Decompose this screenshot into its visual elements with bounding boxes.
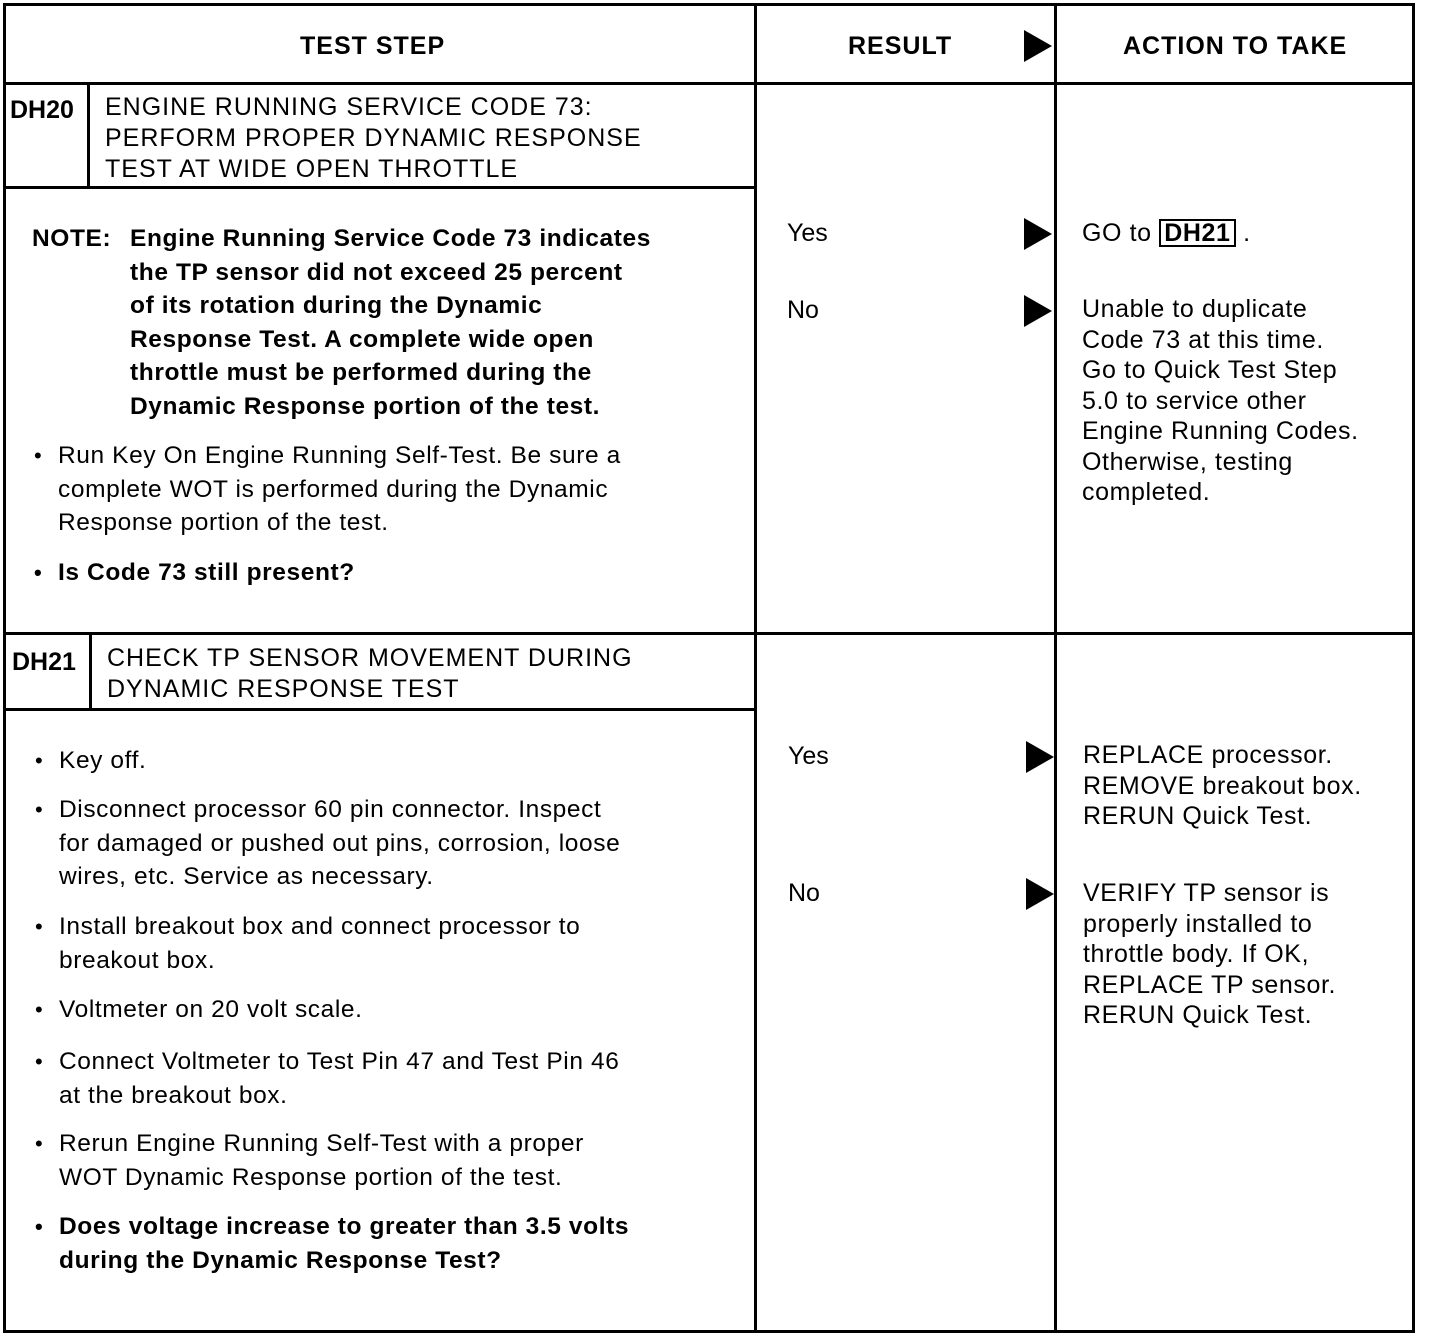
step-id: DH20 bbox=[10, 96, 74, 124]
instruction-bullet: • Voltmeter on 20 volt scale. bbox=[59, 993, 363, 1027]
header-divider bbox=[3, 82, 1415, 85]
header-test-step: TEST STEP bbox=[300, 32, 446, 60]
instruction-bullet: • Key off. bbox=[59, 744, 146, 778]
step-divider bbox=[3, 632, 1415, 635]
action-text: VERIFY TP sensor is properly installed to throttle body. If OK, REPLACE TP sensor. RERUN Quick Test. bbox=[1083, 879, 1337, 1029]
arrow-icon bbox=[1026, 741, 1054, 773]
dh20-title-divider bbox=[3, 186, 755, 189]
step-title: ENGINE RUNNING SERVICE CODE 73: PERFORM PROPER DYNAMIC RESPONSE TEST AT WIDE OPEN THROTTLE bbox=[105, 93, 642, 183]
column-divider-action bbox=[1054, 3, 1057, 1333]
question-bullet: • Is Code 73 still present? bbox=[58, 556, 355, 590]
note-label: NOTE: bbox=[32, 225, 112, 252]
result-no: No bbox=[788, 879, 820, 907]
column-divider-result bbox=[754, 3, 757, 1333]
result-yes: Yes bbox=[787, 219, 828, 247]
action-text: REPLACE processor. REMOVE breakout box. RERUN Quick Test. bbox=[1083, 741, 1362, 830]
instruction-bullet: • Connect Voltmeter to Test Pin 47 and Test Pin 46 at the breakout box. bbox=[59, 1045, 619, 1112]
note-text: Engine Running Service Code 73 indicates the TP sensor did not exceed 25 percent of its rotation during the Dynamic Response Test. A complete wide open throttle must be performed during the Dynamic Response portion of the test. bbox=[130, 225, 651, 420]
arrow-icon bbox=[1024, 295, 1052, 327]
question-bullet: • Does voltage increase to greater than 3.5 volts during the Dynamic Response Test? bbox=[59, 1210, 629, 1277]
result-no: No bbox=[787, 296, 819, 324]
step-id: DH21 bbox=[12, 648, 76, 676]
dh20-id-divider bbox=[87, 84, 90, 188]
arrow-icon bbox=[1024, 218, 1052, 250]
instruction-bullet: • Rerun Engine Running Self-Test with a proper WOT Dynamic Response portion of the test. bbox=[59, 1127, 584, 1194]
instruction-bullet: • Disconnect processor 60 pin connector. Inspect for damaged or pushed out pins, corrosion, loose wires, etc. Service as necessary. bbox=[59, 793, 620, 894]
header-result: RESULT bbox=[848, 32, 953, 60]
action-goto: GO to DH21 . bbox=[1082, 219, 1251, 247]
header-arrow-icon bbox=[1024, 30, 1052, 62]
action-text: Unable to duplicate Code 73 at this time. Go to Quick Test Step 5.0 to service other Engine Running Codes. Otherwise, testing completed. bbox=[1082, 295, 1359, 506]
result-yes: Yes bbox=[788, 742, 829, 770]
header-action: ACTION TO TAKE bbox=[1123, 32, 1348, 60]
step-reference-dh21[interactable]: DH21 bbox=[1159, 219, 1235, 247]
arrow-icon bbox=[1026, 878, 1054, 910]
step-title: CHECK TP SENSOR MOVEMENT DURING DYNAMIC RESPONSE TEST bbox=[107, 644, 633, 703]
instruction-bullet: • Run Key On Engine Running Self-Test. Be sure a complete WOT is performed during the Dynamic Response portion of the test. bbox=[58, 439, 621, 540]
dh21-id-divider bbox=[89, 634, 92, 710]
dh21-title-divider bbox=[3, 708, 755, 711]
instruction-bullet: • Install breakout box and connect processor to breakout box. bbox=[59, 910, 580, 977]
